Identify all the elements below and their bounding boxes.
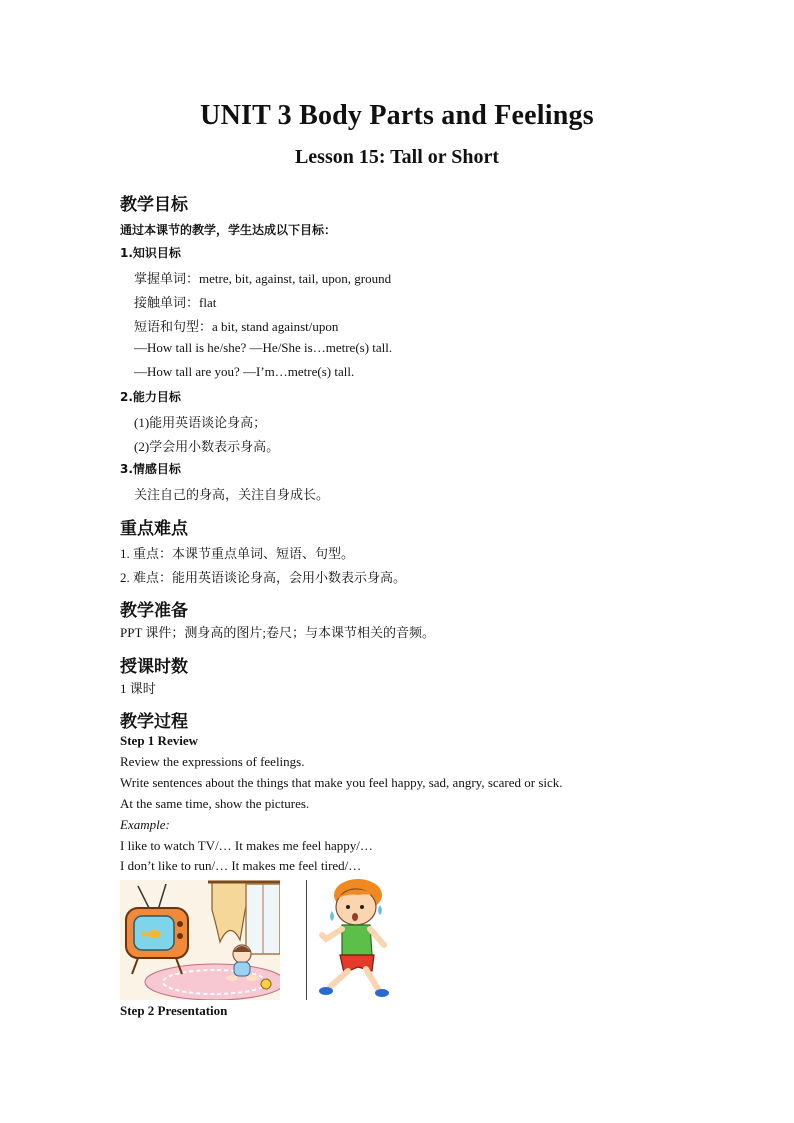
goals-heading: 教学目标 bbox=[120, 195, 188, 215]
tv-illustration bbox=[120, 880, 280, 1000]
lesson-subtitle: Lesson 15: Tall or Short bbox=[294, 146, 500, 168]
goals-intro: 通过本课节的教学，学生达成以下目标： bbox=[120, 223, 337, 237]
key-point-item: 1. 重点：本课节重点单词、短语、句型。 bbox=[120, 546, 355, 561]
ability-item: (1)能用英语谈论身高； bbox=[134, 415, 267, 430]
step1-line: At the same time, show the pictures. bbox=[120, 796, 310, 811]
step1-line: Review the expressions of feelings. bbox=[120, 754, 305, 769]
example-label: Example: bbox=[120, 817, 170, 832]
example-line: I like to watch TV/… It makes me feel happy/… bbox=[120, 838, 373, 853]
step1-title: Step 1 Review bbox=[120, 733, 198, 748]
step1-line: Write sentences about the things that make you feel happy, sad, angry, scared or sick. bbox=[120, 775, 563, 790]
hours-text: 1 课时 bbox=[120, 681, 156, 696]
knowledge-heading: 1.知识目标 bbox=[120, 246, 181, 260]
image-divider bbox=[306, 880, 307, 1000]
emotion-item: 关注自己的身高，关注自身成长。 bbox=[134, 487, 330, 502]
step2-title: Step 2 Presentation bbox=[120, 1003, 228, 1018]
ability-item: (2)学会用小数表示身高。 bbox=[134, 439, 280, 454]
running-boy-illustration bbox=[308, 875, 400, 1003]
emotion-heading: 3.情感目标 bbox=[120, 462, 181, 476]
page-title: UNIT 3 Body Parts and Feelings bbox=[200, 100, 594, 131]
knowledge-item: 接触单词：flat bbox=[134, 295, 217, 310]
preparation-heading: 教学准备 bbox=[120, 601, 188, 621]
preparation-text: PPT 课件；测身高的图片;卷尺；与本课节相关的音频。 bbox=[120, 625, 436, 640]
example-line: I don’t like to run/… It makes me feel tired/… bbox=[120, 858, 362, 873]
knowledge-item: 短语和句型：a bit, stand against/upon bbox=[134, 319, 339, 334]
ability-heading: 2.能力目标 bbox=[120, 390, 181, 404]
process-heading: 教学过程 bbox=[120, 712, 188, 732]
knowledge-item: 掌握单词：metre, bit, against, tail, upon, ground bbox=[134, 271, 392, 286]
hours-heading: 授课时数 bbox=[120, 657, 188, 677]
knowledge-item: —How tall is he/she? —He/She is…metre(s) tall. bbox=[134, 340, 393, 355]
knowledge-item: —How tall are you? —I’m…metre(s) tall. bbox=[134, 364, 355, 379]
key-points-heading: 重点难点 bbox=[120, 519, 188, 539]
key-point-item: 2. 难点：能用英语谈论身高，会用小数表示身高。 bbox=[120, 570, 407, 585]
